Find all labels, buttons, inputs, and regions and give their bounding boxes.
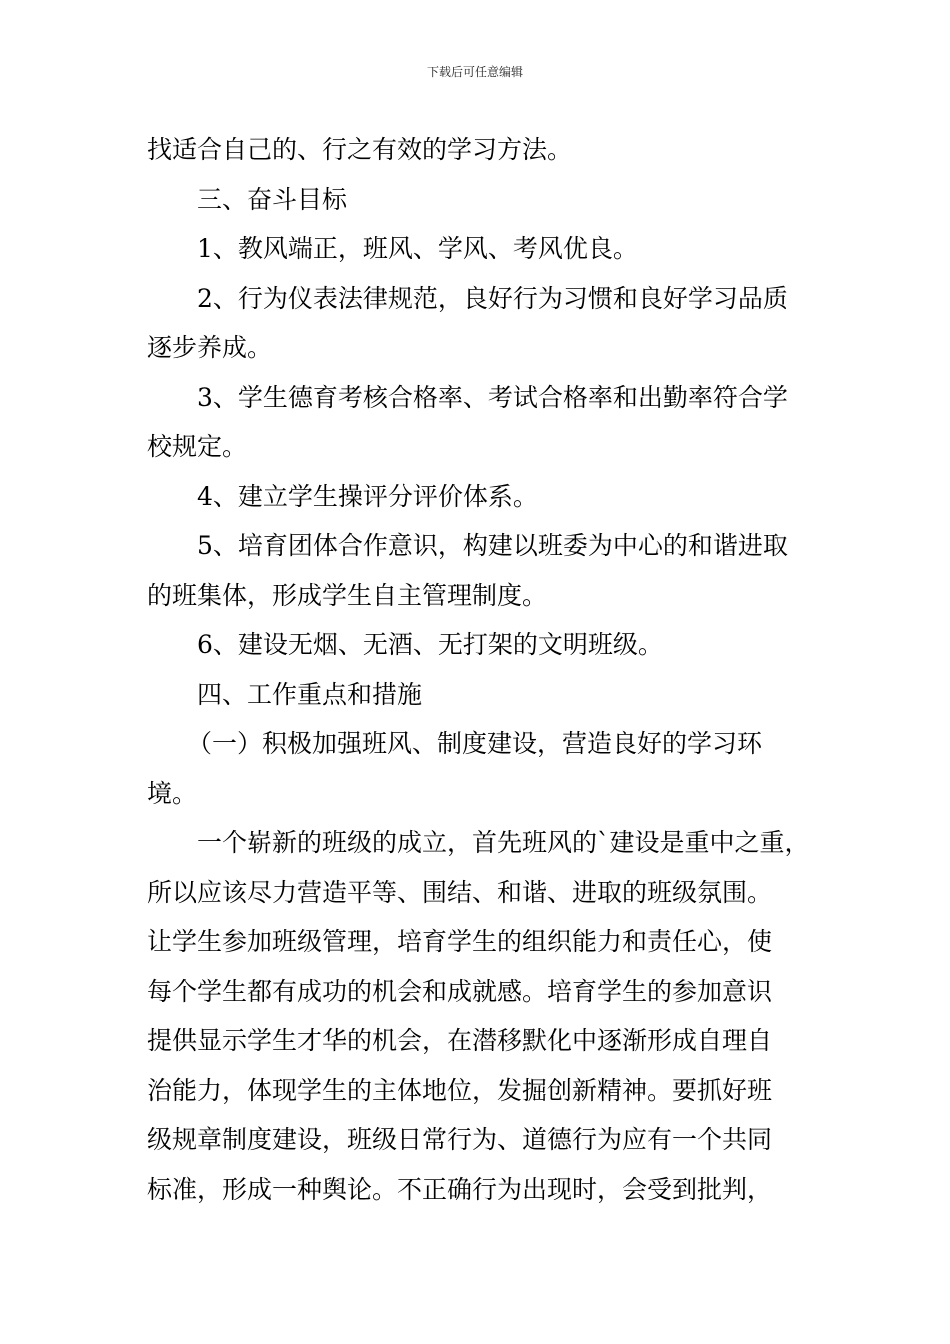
section-heading: 四、工作重点和措施 (197, 679, 423, 709)
paragraph-line: 的班集体，形成学生自主管理制度。 (147, 580, 548, 610)
paragraph-line: 3、学生德育考核合格率、考试合格率和出勤率符合学 (197, 382, 788, 412)
paragraph-line: 一个崭新的班级的成立，首先班风的`建设是重中之重， (197, 828, 810, 857)
paragraph-line: 找适合自己的、行之有效的学习方法。 (147, 135, 573, 164)
paragraph-line: 提供显示学生才华的机会，在潜移默化中逐渐形成自理自 (147, 1026, 773, 1055)
paragraph-line: 4、建立学生操评分评价体系。 (197, 481, 538, 511)
section-heading: 三、奋斗目标 (197, 184, 348, 214)
subsection-heading: （一）积极加强班风、制度建设，营造良好的学习环 (187, 729, 763, 758)
paragraph-line: 让学生参加班级管理，培育学生的组织能力和责任心，使 (147, 927, 773, 956)
paragraph-line: 所以应该尽力营造平等、围结、和谐、进取的班级氛围。 (147, 877, 773, 907)
paragraph-line: 5、培育团体合作意识，构建以班委为中心的和谐进取 (197, 531, 788, 560)
paragraph-line: 境。 (147, 778, 198, 808)
paragraph-line: 每个学生都有成功的机会和成就感。培育学生的参加意识 (147, 976, 773, 1006)
document-body (147, 125, 827, 1214)
page-header: 下载后可任意编辑 (426, 65, 523, 79)
paragraph-line: 级规章制度建设，班级日常行为、道德行为应有一个共同 (147, 1125, 773, 1154)
paragraph-line: 校规定。 (147, 432, 248, 461)
paragraph-line: 逐步养成。 (147, 333, 273, 362)
paragraph-line: 治能力，体现学生的主体地位，发掘创新精神。要抓好班 (147, 1075, 773, 1105)
paragraph-line: 标准，形成一种舆论。不正确行为出现时，会受到批判， (147, 1174, 773, 1204)
paragraph-line: 6、建设无烟、无酒、无打架的文明班级。 (197, 630, 663, 659)
paragraph-line: 1、教风端正，班风、学风、考风优良。 (197, 234, 638, 263)
paragraph-line: 2、行为仪表法律规范，良好行为习惯和良好学习品质 (197, 283, 788, 313)
